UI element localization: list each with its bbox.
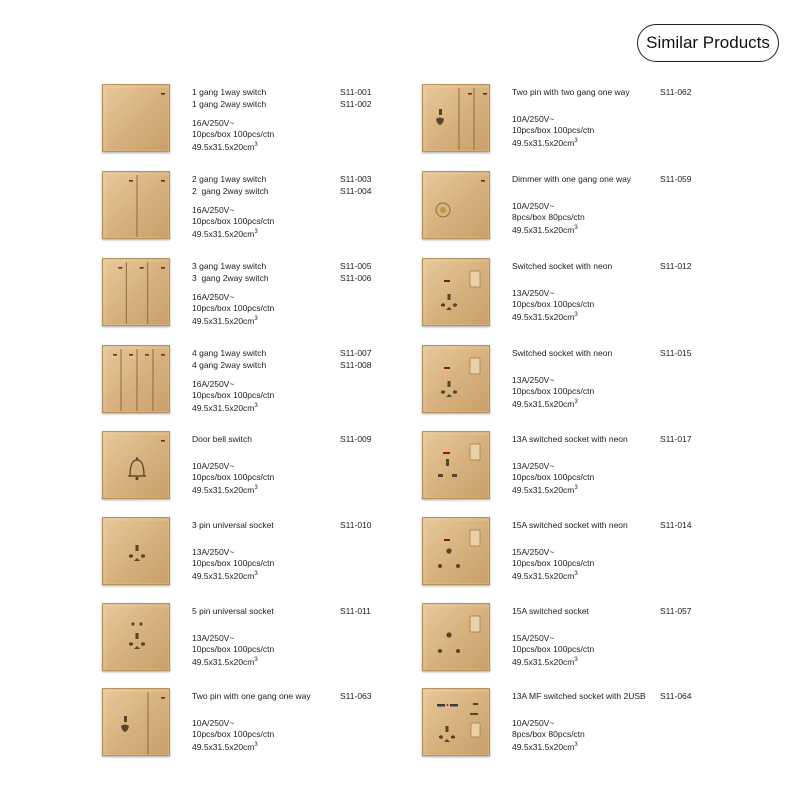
product-name	[192, 690, 311, 702]
rating-text: 13A/250V~	[512, 461, 555, 471]
two-pin-one-gang-icon	[102, 688, 170, 756]
product-item[interactable]	[422, 431, 742, 509]
rating-text: 10A/250V~	[512, 718, 555, 728]
product-item[interactable]	[422, 258, 742, 336]
packing-text: 10pcs/box 100pcs/ctn	[512, 386, 595, 396]
product-code-1: S11-005	[340, 261, 372, 271]
product-item[interactable]	[102, 688, 422, 766]
product-code-1: S11-064	[660, 691, 692, 701]
carton-size-value: 49.5x31.5x20cm	[192, 228, 255, 239]
carton-size-exponent: 3	[254, 742, 258, 748]
product-name-line-1: Switched socket with neon	[512, 261, 613, 271]
carton-size-text	[192, 227, 274, 240]
packing-text: 10pcs/box 100pcs/ctn	[512, 299, 595, 309]
product-name	[192, 347, 266, 371]
carton-size-value: 49.5x31.5x20cm	[512, 741, 575, 752]
carton-size-text	[192, 140, 274, 153]
rating-text: 15A/250V~	[512, 633, 555, 643]
product-name-line-2: 3 gang 2way switch	[192, 273, 269, 283]
product-specs	[192, 718, 274, 753]
product-item[interactable]	[422, 603, 742, 681]
product-name-line-1: 3 pin universal socket	[192, 520, 274, 530]
product-name	[512, 519, 628, 531]
product-name-line-1: 3 gang 1way switch	[192, 261, 267, 271]
dimmer-icon	[422, 171, 490, 239]
product-code-1: S11-007	[340, 348, 372, 358]
product-code-2: S11-008	[340, 360, 372, 370]
packing-text: 10pcs/box 100pcs/ctn	[192, 129, 275, 139]
product-name	[192, 605, 274, 617]
rating-text: 13A/250V~	[512, 375, 555, 385]
product-specs	[512, 201, 585, 236]
product-specs	[192, 379, 274, 414]
carton-size-text	[192, 483, 274, 496]
product-item[interactable]	[102, 171, 422, 249]
product-name-line-1: 2 gang 1way switch	[192, 174, 267, 184]
carton-size-exponent: 3	[574, 399, 578, 405]
product-code	[660, 260, 692, 272]
carton-size-value: 49.5x31.5x20cm	[192, 402, 255, 413]
product-name	[192, 86, 266, 110]
round-pin-socket-icon	[422, 603, 490, 671]
packing-text: 10pcs/box 100pcs/ctn	[192, 558, 275, 568]
carton-size-exponent: 3	[254, 657, 258, 663]
carton-size-value: 49.5x31.5x20cm	[192, 141, 255, 152]
packing-text: 10pcs/box 100pcs/ctn	[192, 644, 275, 654]
product-name	[512, 605, 589, 617]
product-code	[660, 347, 692, 359]
product-code-2: S11-004	[340, 186, 372, 196]
carton-size-text	[512, 483, 594, 496]
carton-size-exponent: 3	[574, 657, 578, 663]
three-gang-switch-icon	[102, 258, 170, 326]
carton-size-exponent: 3	[254, 403, 258, 409]
carton-size-exponent: 3	[574, 742, 578, 748]
product-name-line-1: 4 gang 1way switch	[192, 348, 267, 358]
product-name-line-1: 13A MF switched socket with 2USB	[512, 691, 646, 701]
product-code	[340, 86, 372, 110]
product-code	[660, 433, 692, 445]
carton-size-text	[512, 136, 594, 149]
carton-size-exponent: 3	[574, 225, 578, 231]
product-code-1: S11-014	[660, 520, 692, 530]
carton-size-text	[512, 740, 585, 753]
rating-text: 10A/250V~	[192, 718, 235, 728]
carton-size-text	[192, 569, 274, 582]
carton-size-value: 49.5x31.5x20cm	[512, 224, 575, 235]
product-code-2: S11-006	[340, 273, 372, 283]
product-name	[192, 260, 269, 284]
carton-size-exponent: 3	[254, 142, 258, 148]
rating-text: 13A/250V~	[192, 547, 235, 557]
rating-text: 10A/250V~	[512, 114, 555, 124]
carton-size-exponent: 3	[574, 138, 578, 144]
product-item[interactable]	[422, 345, 742, 423]
product-code	[340, 260, 372, 284]
product-name-line-1: Two pin with one gang one way	[192, 691, 311, 701]
carton-size-value: 49.5x31.5x20cm	[512, 137, 575, 148]
product-specs	[192, 118, 274, 153]
product-item[interactable]	[102, 517, 422, 595]
product-name-line-1: 1 gang 1way switch	[192, 87, 267, 97]
product-specs	[192, 547, 274, 582]
carton-size-text	[512, 397, 594, 410]
product-code	[660, 519, 692, 531]
product-code-1: S11-062	[660, 87, 692, 97]
product-name	[512, 260, 612, 272]
door-bell-icon	[102, 431, 170, 499]
product-code-1: S11-001	[340, 87, 372, 97]
two-pin-two-gang-icon	[422, 84, 490, 152]
carton-size-exponent: 3	[574, 485, 578, 491]
packing-text: 8pcs/box 80pcs/ctn	[512, 212, 585, 222]
product-code	[340, 433, 372, 445]
product-code-2: S11-002	[340, 99, 372, 109]
product-item[interactable]	[102, 431, 422, 509]
product-item[interactable]	[422, 517, 742, 595]
product-code	[660, 86, 692, 98]
carton-size-value: 49.5x31.5x20cm	[512, 570, 575, 581]
carton-size-text	[192, 655, 274, 668]
carton-size-value: 49.5x31.5x20cm	[192, 656, 255, 667]
carton-size-value: 49.5x31.5x20cm	[512, 484, 575, 495]
round-pin-socket-neon-icon	[422, 517, 490, 585]
product-code-1: S11-063	[340, 691, 372, 701]
carton-size-exponent: 3	[254, 229, 258, 235]
packing-text: 10pcs/box 100pcs/ctn	[512, 472, 595, 482]
product-code-1: S11-011	[340, 606, 371, 616]
packing-text: 10pcs/box 100pcs/ctn	[512, 125, 595, 135]
product-code-1: S11-015	[660, 348, 692, 358]
carton-size-text	[512, 569, 594, 582]
two-gang-switch-icon	[102, 171, 170, 239]
product-name	[512, 433, 628, 445]
switched-socket-neon-icon	[422, 345, 490, 413]
product-name-line-1: Switched socket with neon	[512, 348, 613, 358]
four-gang-switch-icon	[102, 345, 170, 413]
similar-products-button[interactable]: Similar Products	[637, 24, 779, 62]
rating-text: 16A/250V~	[192, 205, 235, 215]
product-specs	[512, 547, 594, 582]
product-name	[512, 690, 646, 702]
product-code	[660, 605, 692, 617]
carton-size-text	[192, 314, 274, 327]
product-code	[340, 173, 372, 197]
product-specs	[192, 205, 274, 240]
product-specs	[512, 633, 594, 668]
product-code-1: S11-012	[660, 261, 692, 271]
packing-text: 10pcs/box 100pcs/ctn	[192, 729, 275, 739]
product-code-1: S11-009	[340, 434, 372, 444]
product-name-line-1: Door bell switch	[192, 434, 252, 444]
rating-text: 10A/250V~	[512, 201, 555, 211]
product-code-1: S11-017	[660, 434, 692, 444]
product-specs	[512, 288, 594, 323]
product-code	[340, 347, 372, 371]
five-pin-socket-icon	[102, 603, 170, 671]
carton-size-value: 49.5x31.5x20cm	[192, 484, 255, 495]
carton-size-value: 49.5x31.5x20cm	[512, 656, 575, 667]
rating-text: 13A/250V~	[192, 633, 235, 643]
product-name-line-1: 5 pin universal socket	[192, 606, 274, 616]
packing-text: 10pcs/box 100pcs/ctn	[512, 558, 595, 568]
product-name	[512, 86, 630, 98]
rating-text: 15A/250V~	[512, 547, 555, 557]
product-name	[512, 347, 612, 359]
product-code-1: S11-059	[660, 174, 692, 184]
product-specs	[512, 114, 594, 149]
carton-size-exponent: 3	[574, 312, 578, 318]
carton-size-text	[192, 740, 274, 753]
product-name-line-1: 13A switched socket with neon	[512, 434, 628, 444]
carton-size-text	[512, 310, 594, 323]
packing-text: 10pcs/box 100pcs/ctn	[512, 644, 595, 654]
product-code	[340, 605, 371, 617]
rating-text: 13A/250V~	[512, 288, 555, 298]
carton-size-exponent: 3	[574, 571, 578, 577]
product-specs	[192, 461, 274, 496]
product-code	[660, 173, 692, 185]
product-code-1: S11-003	[340, 174, 372, 184]
product-item[interactable]	[102, 258, 422, 336]
product-name-line-2: 4 gang 2way switch	[192, 360, 267, 370]
carton-size-text	[512, 655, 594, 668]
carton-size-value: 49.5x31.5x20cm	[192, 741, 255, 752]
product-name-line-2: 2 gang 2way switch	[192, 186, 269, 196]
product-item[interactable]	[422, 84, 742, 162]
product-code-1: S11-057	[660, 606, 692, 616]
product-code	[340, 519, 372, 531]
carton-size-text	[192, 401, 274, 414]
product-code-1: S11-010	[340, 520, 372, 530]
rating-text: 16A/250V~	[192, 379, 235, 389]
universal-socket-icon	[102, 517, 170, 585]
carton-size-value: 49.5x31.5x20cm	[192, 315, 255, 326]
product-item[interactable]	[102, 345, 422, 423]
one-gang-switch-icon	[102, 84, 170, 152]
product-code	[340, 690, 372, 702]
product-item[interactable]	[422, 688, 742, 766]
carton-size-value: 49.5x31.5x20cm	[512, 311, 575, 322]
usb-socket-icon	[422, 688, 490, 756]
carton-size-exponent: 3	[254, 485, 258, 491]
product-name-line-1: Dimmer with one gang one way	[512, 174, 632, 184]
product-specs	[512, 718, 585, 753]
product-item[interactable]	[102, 84, 422, 162]
product-name	[192, 173, 269, 197]
product-item[interactable]	[102, 603, 422, 681]
rating-text: 10A/250V~	[192, 461, 235, 471]
carton-size-text	[512, 223, 585, 236]
rating-text: 16A/250V~	[192, 292, 235, 302]
product-specs	[512, 375, 594, 410]
product-name	[192, 433, 252, 445]
packing-text: 10pcs/box 100pcs/ctn	[192, 216, 275, 226]
carton-size-value: 49.5x31.5x20cm	[512, 398, 575, 409]
rating-text: 16A/250V~	[192, 118, 235, 128]
uk-socket-neon-icon	[422, 431, 490, 499]
product-name-line-2: 1 gang 2way switch	[192, 99, 267, 109]
packing-text: 10pcs/box 100pcs/ctn	[192, 303, 275, 313]
product-specs	[192, 292, 274, 327]
packing-text: 10pcs/box 100pcs/ctn	[192, 390, 275, 400]
product-code	[660, 690, 692, 702]
product-name-line-1: 15A switched socket with neon	[512, 520, 628, 530]
product-specs	[192, 633, 274, 668]
packing-text: 8pcs/box 80pcs/ctn	[512, 729, 585, 739]
packing-text: 10pcs/box 100pcs/ctn	[192, 472, 275, 482]
product-name-line-1: Two pin with two gang one way	[512, 87, 630, 97]
product-name-line-1: 15A switched socket	[512, 606, 590, 616]
carton-size-value: 49.5x31.5x20cm	[192, 570, 255, 581]
product-item[interactable]	[422, 171, 742, 249]
product-name	[192, 519, 274, 531]
carton-size-exponent: 3	[254, 571, 258, 577]
product-specs	[512, 461, 594, 496]
product-name	[512, 173, 631, 185]
switched-socket-neon-icon	[422, 258, 490, 326]
carton-size-exponent: 3	[254, 316, 258, 322]
